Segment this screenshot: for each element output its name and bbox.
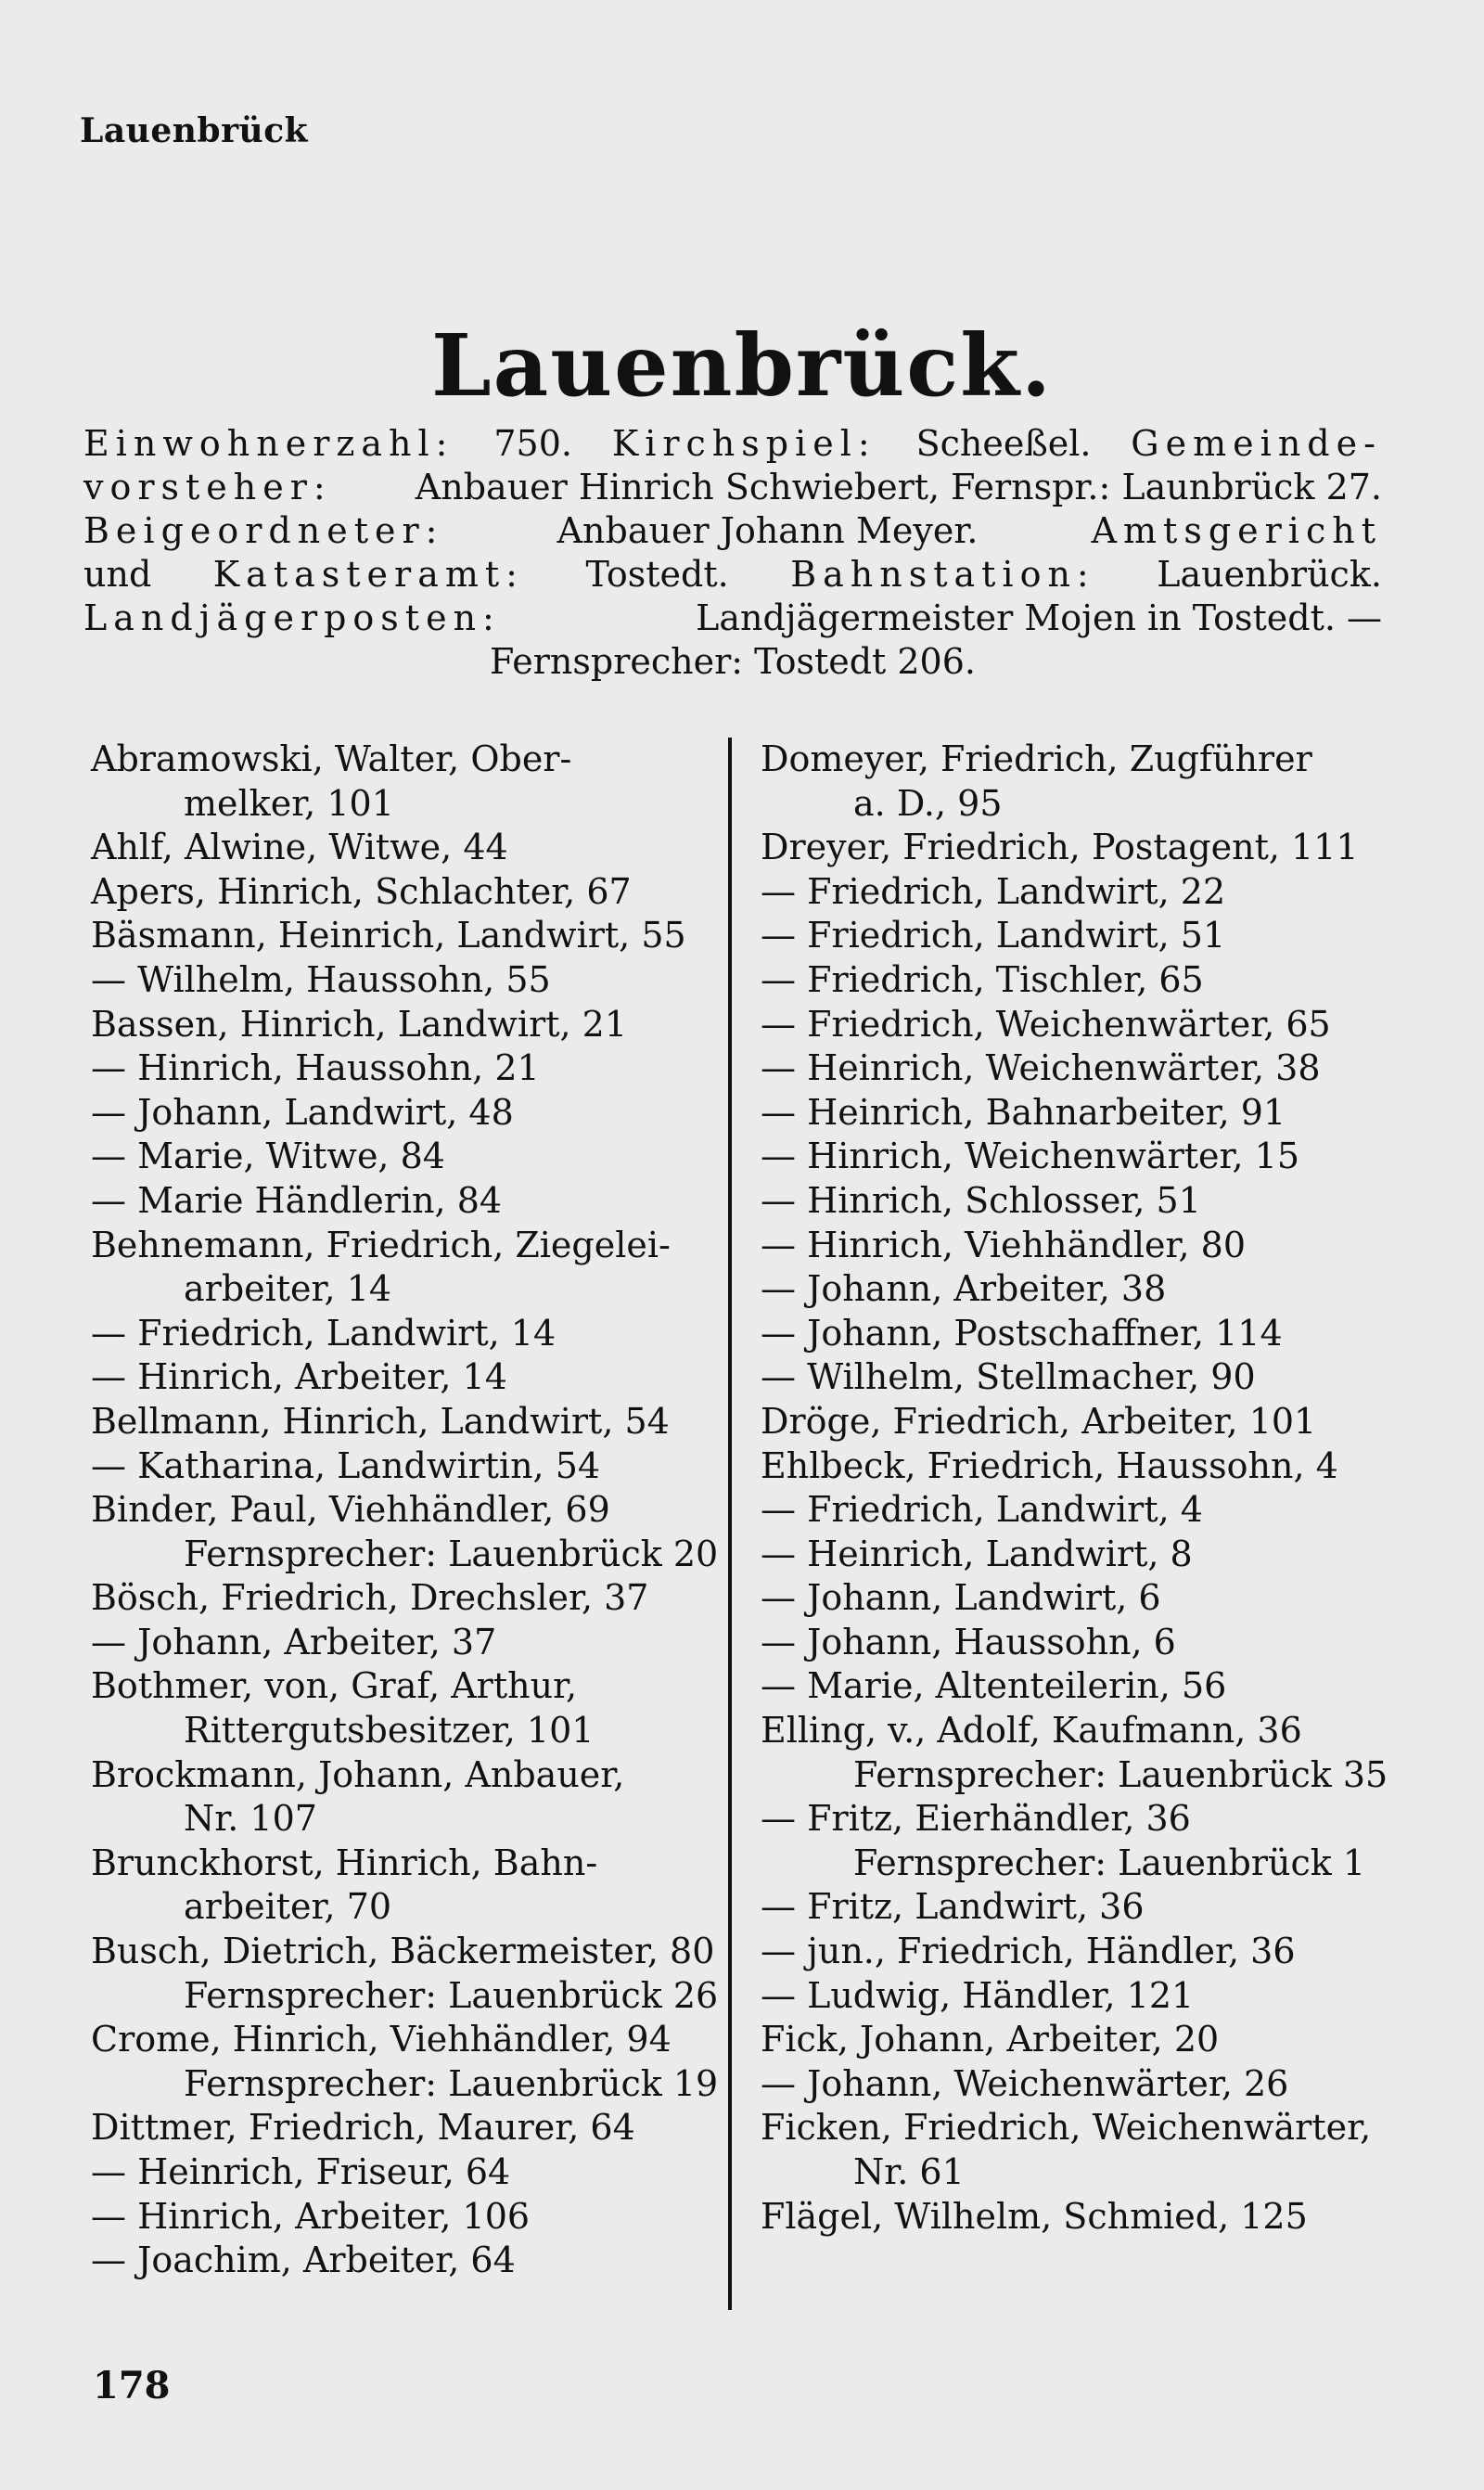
- directory-entry: [761, 1267, 1428, 1312]
- entry-text: Behnemann, Friedrich, Ziegelei-: [91, 1224, 671, 1265]
- entry-text: — Ludwig, Händler, 121: [761, 1974, 1195, 2016]
- directory-entry: [91, 1091, 722, 1136]
- directory-entry: [91, 2106, 722, 2150]
- entry-text: — Hinrich, Arbeiter, 14: [91, 1356, 507, 1398]
- directory-entry: [761, 1488, 1428, 1533]
- entry-text: — Hinrich, Arbeiter, 106: [91, 2195, 531, 2237]
- entry-text: — Heinrich, Bahnarbeiter, 91: [761, 1091, 1286, 1133]
- directory-entry: [761, 2195, 1428, 2240]
- entry-text: — Friedrich, Landwirt, 51: [761, 915, 1226, 956]
- entry-text: Ficken, Friedrich, Weichenwärter,: [761, 2107, 1372, 2149]
- right-column: [761, 738, 1428, 2239]
- entry-continuation: Rittergutsbesitzer, 101: [184, 1710, 595, 1752]
- entry-text: Brunckhorst, Hinrich, Bahn-: [91, 1842, 598, 1883]
- directory-entry: [91, 1135, 722, 1179]
- directory-entry: [91, 2239, 722, 2283]
- entry-text: — Fritz, Eierhändler, 36: [761, 1798, 1191, 1840]
- directory-entry: [91, 1444, 722, 1489]
- column-divider: [728, 738, 732, 2310]
- directory-entry: [91, 826, 722, 870]
- entry-text: Brockmann, Johann, Anbauer,: [91, 1753, 625, 1795]
- entry-continuation: arbeiter, 14: [184, 1268, 392, 1310]
- entry-continuation: Fernsprecher: Lauenbrück 35: [853, 1753, 1388, 1795]
- directory-entry: [91, 1576, 722, 1621]
- entry-text: Dittmer, Friedrich, Maurer, 64: [91, 2107, 635, 2149]
- entry-text: — Fritz, Landwirt, 36: [761, 1886, 1145, 1928]
- entry-text: — Wilhelm, Stellmacher, 90: [761, 1356, 1256, 1398]
- entry-text: Ahlf, Alwine, Witwe, 44: [91, 827, 508, 868]
- entry-continuation: a. D., 95: [853, 782, 1003, 824]
- intro-paragraph: [83, 422, 1382, 684]
- entry-text: — Hinrich, Viehhändler, 80: [761, 1224, 1247, 1265]
- intro-line: vorsteher: Anbauer Hinrich Schwiebert, Fernspr.: Launbrück 27.: [83, 467, 1382, 507]
- directory-entry: [91, 958, 722, 1003]
- entry-text: Ehlbeck, Friedrich, Haussohn, 4: [761, 1444, 1338, 1486]
- entry-continuation: Fernsprecher: Lauenbrück 19: [184, 2062, 719, 2104]
- entry-text: — Johann, Arbeiter, 37: [91, 1621, 497, 1662]
- directory-entry: [91, 2018, 722, 2106]
- directory-entry: [91, 1179, 722, 1224]
- entry-text: — Marie Händlerin, 84: [91, 1179, 503, 1221]
- directory-entry: [91, 1400, 722, 1444]
- directory-entry: [761, 958, 1428, 1003]
- directory-entry: [91, 1312, 722, 1356]
- directory-entry: [761, 1576, 1428, 1621]
- entry-text: Domeyer, Friedrich, Zugführer: [761, 738, 1312, 779]
- directory-entry: [91, 2150, 722, 2195]
- entry-continuation: Fernsprecher: Lauenbrück 20: [184, 1533, 719, 1574]
- entry-text: Dröge, Friedrich, Arbeiter, 101: [761, 1400, 1317, 1442]
- entry-text: — Johann, Arbeiter, 38: [761, 1268, 1167, 1310]
- entry-text: Busch, Dietrich, Bäckermeister, 80: [91, 1931, 715, 1972]
- entry-text: — Marie, Witwe, 84: [91, 1136, 445, 1177]
- directory-entry: [761, 1312, 1428, 1356]
- directory-entry: [761, 1533, 1428, 1577]
- entry-text: — Friedrich, Tischler, 65: [761, 958, 1204, 1000]
- directory-entry: [761, 1135, 1428, 1179]
- intro-line: Landjägerposten: Landjägermeister Mojen in Tostedt. —: [83, 597, 1382, 638]
- entry-text: — Johann, Landwirt, 6: [761, 1577, 1161, 1619]
- intro-line: und Katasteramt: Tostedt. Bahnstation: Lauenbrück.: [83, 554, 1382, 595]
- directory-entry: [761, 1091, 1428, 1136]
- entry-text: — Johann, Postschaffner, 114: [761, 1312, 1283, 1354]
- directory-entry: [91, 2195, 722, 2240]
- entry-continuation: Nr. 107: [184, 1798, 317, 1840]
- entry-text: — Hinrich, Haussohn, 21: [91, 1047, 540, 1089]
- directory-entry: [761, 1224, 1428, 1268]
- entry-continuation: Fernsprecher: Lauenbrück 26: [184, 1974, 719, 2016]
- directory-entry: [761, 2106, 1428, 2194]
- directory-entry: [91, 1842, 722, 1930]
- entry-text: Fick, Johann, Arbeiter, 20: [761, 2019, 1220, 2060]
- entry-continuation: melker, 101: [184, 782, 394, 824]
- directory-entry: [761, 2062, 1428, 2107]
- entry-text: — Hinrich, Weichenwärter, 15: [761, 1136, 1300, 1177]
- entry-text: Crome, Hinrich, Viehhändler, 94: [91, 2019, 672, 2060]
- entry-text: Apers, Hinrich, Schlachter, 67: [91, 870, 632, 912]
- entry-text: — Heinrich, Friseur, 64: [91, 2151, 511, 2192]
- directory-entry: [91, 1355, 722, 1400]
- directory-entry: [91, 1753, 722, 1842]
- directory-entry: [761, 914, 1428, 958]
- directory-entry: [761, 1621, 1428, 1665]
- page-title: Lauenbrück.: [430, 315, 1054, 416]
- directory-entry: [761, 1444, 1428, 1489]
- directory-entry: [91, 870, 722, 915]
- entry-continuation: Nr. 61: [853, 2151, 965, 2192]
- directory-entry: [761, 1355, 1428, 1400]
- entry-text: Bäsmann, Heinrich, Landwirt, 55: [91, 915, 686, 956]
- directory-entry: [761, 1930, 1428, 1974]
- entry-continuation: arbeiter, 70: [184, 1886, 392, 1928]
- entry-text: Flägel, Wilhelm, Schmied, 125: [761, 2195, 1308, 2237]
- directory-entry: [761, 1179, 1428, 1224]
- directory-entry: [761, 1797, 1428, 1885]
- directory-entry: [761, 2018, 1428, 2062]
- entry-text: — Friedrich, Weichenwärter, 65: [761, 1003, 1331, 1045]
- entry-text: Bassen, Hinrich, Landwirt, 21: [91, 1003, 628, 1045]
- intro-line: Beigeordneter: Anbauer Johann Meyer. Amtsgericht: [83, 510, 1382, 551]
- entry-text: — Wilhelm, Haussohn, 55: [91, 958, 551, 1000]
- directory-entry: [91, 738, 722, 826]
- entry-continuation: Fernsprecher: Lauenbrück 1: [853, 1842, 1366, 1883]
- directory-entry: [761, 1664, 1428, 1709]
- page-number: 178: [93, 2364, 171, 2407]
- entry-text: Binder, Paul, Viehhändler, 69: [91, 1489, 610, 1531]
- entry-text: — Johann, Haussohn, 6: [761, 1621, 1176, 1662]
- entry-text: — Marie, Altenteilerin, 56: [761, 1665, 1227, 1707]
- entry-text: — Friedrich, Landwirt, 4: [761, 1489, 1203, 1531]
- intro-line: Einwohnerzahl: 750. Kirchspiel: Scheeßel. Gemeinde-: [83, 423, 1382, 464]
- entry-text: — jun., Friedrich, Händler, 36: [761, 1931, 1296, 1972]
- directory-entry: [761, 826, 1428, 870]
- directory-entry: [91, 1003, 722, 1047]
- entry-text: — Johann, Weichenwärter, 26: [761, 2062, 1289, 2104]
- entry-text: — Hinrich, Schlosser, 51: [761, 1179, 1201, 1221]
- directory-entry: [91, 1930, 722, 2018]
- entry-text: — Friedrich, Landwirt, 22: [761, 870, 1226, 912]
- directory-entry: [761, 870, 1428, 915]
- entry-text: Bösch, Friedrich, Drechsler, 37: [91, 1577, 649, 1619]
- left-column: [91, 738, 722, 2283]
- directory-entry: [91, 1488, 722, 1576]
- entry-text: — Katharina, Landwirtin, 54: [91, 1444, 601, 1486]
- entry-text: Bellmann, Hinrich, Landwirt, 54: [91, 1400, 670, 1442]
- directory-entry: [761, 1709, 1428, 1797]
- intro-line: Fernsprecher: Tostedt 206.: [489, 641, 976, 682]
- directory-entry: [761, 1400, 1428, 1444]
- entry-text: — Heinrich, Weichenwärter, 38: [761, 1047, 1321, 1089]
- entry-text: — Friedrich, Landwirt, 14: [91, 1312, 556, 1354]
- entry-text: — Heinrich, Landwirt, 8: [761, 1533, 1193, 1574]
- directory-entry: [91, 1621, 722, 1665]
- directory-entry: [761, 738, 1428, 826]
- directory-entry: [761, 1885, 1428, 1930]
- directory-entry: [91, 1224, 722, 1312]
- directory-entry: [761, 1046, 1428, 1091]
- entry-text: Dreyer, Friedrich, Postagent, 111: [761, 827, 1359, 868]
- entry-text: — Johann, Landwirt, 48: [91, 1091, 514, 1133]
- directory-entry: [761, 1974, 1428, 2019]
- directory-entry: [91, 1046, 722, 1091]
- entry-text: — Joachim, Arbeiter, 64: [91, 2240, 516, 2281]
- directory-entry: [91, 1664, 722, 1752]
- running-head: Lauenbrück: [80, 111, 309, 150]
- directory-entry: [761, 1003, 1428, 1047]
- entry-text: Elling, v., Adolf, Kaufmann, 36: [761, 1710, 1302, 1752]
- entry-text: Bothmer, von, Graf, Arthur,: [91, 1665, 578, 1707]
- entry-text: Abramowski, Walter, Ober-: [91, 738, 572, 779]
- directory-entry: [91, 914, 722, 958]
